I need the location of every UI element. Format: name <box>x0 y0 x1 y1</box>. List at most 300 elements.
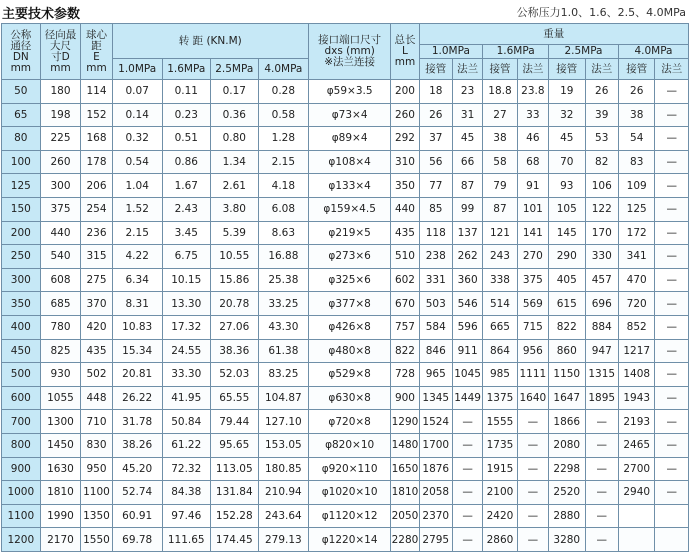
cell-torque-1-6: 0.23 <box>162 103 210 127</box>
cell-torque-1-6: 97.46 <box>162 504 210 528</box>
header-ball-line2: 距 <box>91 39 102 52</box>
cell-weight-flange-1-0: — <box>452 433 482 457</box>
cell-weight-pipe-1-6: 27 <box>483 103 517 127</box>
cell-torque-1-0: 31.78 <box>112 410 162 434</box>
cell-torque-4-0: 33.25 <box>258 292 308 316</box>
cell-torque-1-0: 10.83 <box>112 315 162 339</box>
cell-weight-pipe-4-0: 2700 <box>618 457 655 481</box>
cell-weight-flange-4-0: — <box>655 457 689 481</box>
cell-weight-pipe-1-0: 118 <box>419 221 452 245</box>
cell-torque-1-6: 2.43 <box>162 197 210 221</box>
cell-torque-1-0: 0.32 <box>112 127 162 151</box>
cell-weight-pipe-4-0: 2193 <box>618 410 655 434</box>
cell-weight-flange-1-0: 137 <box>452 221 482 245</box>
cell-ball-e: 710 <box>81 410 112 434</box>
cell-connection: φ920×110 <box>308 457 390 481</box>
table-row <box>2 127 689 151</box>
cell-weight-flange-2-5: 696 <box>585 292 618 316</box>
cell-weight-pipe-1-0: 1876 <box>419 457 452 481</box>
cell-connection: φ630×8 <box>308 386 390 410</box>
cell-ball-e: 950 <box>81 457 112 481</box>
cell-weight-pipe-1-0: 846 <box>419 339 452 363</box>
cell-weight-pipe-4-0: 1217 <box>618 339 655 363</box>
cell-torque-1-6: 61.22 <box>162 433 210 457</box>
cell-length: 1480 <box>391 433 419 457</box>
table-row <box>2 386 689 410</box>
cell-weight-flange-1-6: 33 <box>517 103 548 127</box>
cell-dn: 900 <box>2 457 41 481</box>
cell-weight-flange-2-5: — <box>585 504 618 528</box>
cell-weight-pipe-2-5: 860 <box>549 339 586 363</box>
header-ball-line1: 球心 <box>85 28 107 41</box>
header-connection-line2: dxs (mm) <box>324 45 375 57</box>
header-dn-line1: 公称 <box>10 28 32 41</box>
cell-radial-d: 300 <box>40 174 81 198</box>
cell-length: 310 <box>391 150 419 174</box>
header-weight-p1: 1.0MPa <box>419 45 483 59</box>
cell-weight-flange-2-5: — <box>585 410 618 434</box>
cell-connection: φ89×4 <box>308 127 390 151</box>
cell-weight-flange-2-5: — <box>585 433 618 457</box>
cell-torque-4-0: 153.05 <box>258 433 308 457</box>
cell-length: 900 <box>391 386 419 410</box>
cell-weight-pipe-1-6: 79 <box>483 174 517 198</box>
cell-weight-pipe-2-5: 19 <box>549 80 586 104</box>
cell-torque-2-5: 38.36 <box>210 339 258 363</box>
header-weight-p3: 2.5MPa <box>549 45 619 59</box>
header-flange-p1: 法兰 <box>452 59 482 80</box>
cell-weight-flange-4-0: — <box>655 481 689 505</box>
cell-torque-4-0: 180.85 <box>258 457 308 481</box>
cell-torque-4-0: 4.18 <box>258 174 308 198</box>
cell-weight-flange-1-6: — <box>517 481 548 505</box>
cell-length: 602 <box>391 268 419 292</box>
cell-ball-e: 114 <box>81 80 112 104</box>
table-row <box>2 245 689 269</box>
cell-torque-2-5: 15.86 <box>210 268 258 292</box>
cell-weight-flange-1-0: 360 <box>452 268 482 292</box>
cell-torque-1-6: 41.95 <box>162 386 210 410</box>
cell-dn: 800 <box>2 433 41 457</box>
cell-weight-pipe-1-0: 965 <box>419 363 452 387</box>
cell-weight-pipe-2-5: 45 <box>549 127 586 151</box>
cell-connection: φ59×3.5 <box>308 80 390 104</box>
cell-torque-4-0: 127.10 <box>258 410 308 434</box>
cell-weight-pipe-2-5: 105 <box>549 197 586 221</box>
header-radial-line4: mm <box>50 61 71 74</box>
cell-weight-flange-2-5: 170 <box>585 221 618 245</box>
cell-weight-pipe-1-0: 238 <box>419 245 452 269</box>
cell-dn: 200 <box>2 221 41 245</box>
cell-weight-flange-4-0: — <box>655 315 689 339</box>
cell-connection: φ159×4.5 <box>308 197 390 221</box>
cell-weight-pipe-4-0 <box>618 528 655 552</box>
cell-radial-d: 375 <box>40 197 81 221</box>
cell-ball-e: 315 <box>81 245 112 269</box>
cell-radial-d: 440 <box>40 221 81 245</box>
cell-dn: 80 <box>2 127 41 151</box>
cell-weight-pipe-2-5: 2520 <box>549 481 586 505</box>
cell-ball-e: 370 <box>81 292 112 316</box>
cell-weight-flange-2-5: — <box>585 481 618 505</box>
cell-radial-d: 180 <box>40 80 81 104</box>
cell-radial-d: 1990 <box>40 504 81 528</box>
cell-torque-1-0: 52.74 <box>112 481 162 505</box>
cell-weight-flange-1-6: 101 <box>517 197 548 221</box>
cell-weight-pipe-1-6: 87 <box>483 197 517 221</box>
cell-weight-flange-1-6: 569 <box>517 292 548 316</box>
cell-torque-1-0: 2.15 <box>112 221 162 245</box>
cell-weight-flange-1-0: — <box>452 528 482 552</box>
cell-radial-d: 608 <box>40 268 81 292</box>
cell-weight-flange-2-5: — <box>585 457 618 481</box>
cell-length: 1650 <box>391 457 419 481</box>
cell-length: 510 <box>391 245 419 269</box>
cell-weight-pipe-1-6: 1735 <box>483 433 517 457</box>
cell-weight-pipe-4-0: 26 <box>618 80 655 104</box>
cell-ball-e: 236 <box>81 221 112 245</box>
table-row <box>2 221 689 245</box>
cell-length: 2280 <box>391 528 419 552</box>
cell-length: 2050 <box>391 504 419 528</box>
cell-length: 292 <box>391 127 419 151</box>
cell-dn: 1100 <box>2 504 41 528</box>
cell-torque-1-6: 17.32 <box>162 315 210 339</box>
cell-weight-pipe-1-0: 85 <box>419 197 452 221</box>
cell-weight-pipe-1-0: 26 <box>419 103 452 127</box>
cell-weight-pipe-1-0: 1700 <box>419 433 452 457</box>
cell-weight-pipe-2-5: 2080 <box>549 433 586 457</box>
cell-torque-1-0: 60.91 <box>112 504 162 528</box>
cell-torque-1-0: 26.22 <box>112 386 162 410</box>
cell-connection: φ219×5 <box>308 221 390 245</box>
cell-weight-pipe-4-0: 109 <box>618 174 655 198</box>
cell-torque-2-5: 27.06 <box>210 315 258 339</box>
cell-weight-pipe-4-0: 2940 <box>618 481 655 505</box>
cell-torque-1-0: 0.14 <box>112 103 162 127</box>
header-length <box>391 24 419 80</box>
cell-torque-1-6: 50.84 <box>162 410 210 434</box>
header-radial-line3: 寸D <box>51 50 70 63</box>
header-dn-line3: DN <box>12 50 29 63</box>
cell-weight-pipe-4-0: 1408 <box>618 363 655 387</box>
cell-weight-flange-4-0: — <box>655 386 689 410</box>
cell-torque-4-0: 279.13 <box>258 528 308 552</box>
cell-weight-pipe-4-0: 38 <box>618 103 655 127</box>
cell-dn: 100 <box>2 150 41 174</box>
cell-connection: φ108×4 <box>308 150 390 174</box>
cell-weight-pipe-1-6: 985 <box>483 363 517 387</box>
cell-weight-pipe-4-0: 720 <box>618 292 655 316</box>
cell-weight-pipe-4-0: 172 <box>618 221 655 245</box>
header-connection-line3: ※法兰连接 <box>324 56 376 68</box>
cell-weight-pipe-1-6: 2420 <box>483 504 517 528</box>
cell-weight-pipe-1-6: 243 <box>483 245 517 269</box>
cell-weight-flange-2-5: 26 <box>585 80 618 104</box>
header-connection-line1: 接口端口尺寸 <box>318 34 382 46</box>
cell-dn: 350 <box>2 292 41 316</box>
cell-torque-1-6: 6.75 <box>162 245 210 269</box>
table-row <box>2 292 689 316</box>
cell-length: 260 <box>391 103 419 127</box>
cell-radial-d: 198 <box>40 103 81 127</box>
header-pipe-p4: 接管 <box>618 59 655 80</box>
cell-torque-2-5: 152.28 <box>210 504 258 528</box>
cell-torque-1-0: 8.31 <box>112 292 162 316</box>
cell-weight-pipe-4-0: 125 <box>618 197 655 221</box>
cell-weight-flange-2-5: 82 <box>585 150 618 174</box>
cell-ball-e: 275 <box>81 268 112 292</box>
cell-weight-pipe-4-0: 2465 <box>618 433 655 457</box>
cell-length: 200 <box>391 80 419 104</box>
header-pipe-p1: 接管 <box>419 59 452 80</box>
cell-weight-pipe-4-0: 83 <box>618 150 655 174</box>
table-row <box>2 457 689 481</box>
cell-weight-flange-4-0 <box>655 528 689 552</box>
cell-weight-flange-4-0: — <box>655 103 689 127</box>
cell-torque-1-0: 20.81 <box>112 363 162 387</box>
cell-weight-pipe-1-0: 503 <box>419 292 452 316</box>
cell-connection: φ133×4 <box>308 174 390 198</box>
header-radial-line2: 大尺 <box>49 39 71 52</box>
cell-radial-d: 225 <box>40 127 81 151</box>
cell-torque-1-0: 1.52 <box>112 197 162 221</box>
cell-torque-1-6: 1.67 <box>162 174 210 198</box>
cell-weight-pipe-2-5: 145 <box>549 221 586 245</box>
cell-radial-d: 2170 <box>40 528 81 552</box>
cell-weight-flange-4-0: — <box>655 292 689 316</box>
cell-torque-4-0: 16.88 <box>258 245 308 269</box>
header-dn-line4: mm <box>10 61 32 74</box>
cell-ball-e: 1100 <box>81 481 112 505</box>
cell-weight-flange-2-5: 947 <box>585 339 618 363</box>
cell-dn: 1000 <box>2 481 41 505</box>
cell-weight-flange-1-0: 596 <box>452 315 482 339</box>
cell-weight-pipe-1-6: 1375 <box>483 386 517 410</box>
cell-radial-d: 930 <box>40 363 81 387</box>
cell-weight-pipe-1-0: 2795 <box>419 528 452 552</box>
cell-dn: 250 <box>2 245 41 269</box>
cell-radial-d: 260 <box>40 150 81 174</box>
table-row <box>2 103 689 127</box>
cell-weight-flange-1-6: 270 <box>517 245 548 269</box>
cell-weight-flange-1-6: 1640 <box>517 386 548 410</box>
cell-radial-d: 1630 <box>40 457 81 481</box>
cell-weight-flange-2-5: 106 <box>585 174 618 198</box>
cell-ball-e: 420 <box>81 315 112 339</box>
cell-weight-flange-1-6: — <box>517 528 548 552</box>
spec-table-body <box>2 80 689 552</box>
cell-weight-pipe-1-6: 2860 <box>483 528 517 552</box>
cell-torque-2-5: 131.84 <box>210 481 258 505</box>
header-length-line2: L <box>402 45 408 57</box>
cell-weight-pipe-4-0: 852 <box>618 315 655 339</box>
table-row <box>2 268 689 292</box>
cell-weight-flange-1-6: — <box>517 504 548 528</box>
cell-dn: 700 <box>2 410 41 434</box>
cell-weight-flange-1-6: 23.8 <box>517 80 548 104</box>
cell-ball-e: 1550 <box>81 528 112 552</box>
header-pipe-p2: 接管 <box>483 59 517 80</box>
cell-weight-pipe-1-6: 338 <box>483 268 517 292</box>
cell-weight-pipe-1-6: 58 <box>483 150 517 174</box>
cell-weight-flange-1-0: 262 <box>452 245 482 269</box>
cell-weight-pipe-4-0: 54 <box>618 127 655 151</box>
cell-weight-flange-2-5: 1315 <box>585 363 618 387</box>
cell-weight-pipe-1-0: 331 <box>419 268 452 292</box>
cell-ball-e: 168 <box>81 127 112 151</box>
cell-weight-flange-2-5: 884 <box>585 315 618 339</box>
cell-weight-pipe-4-0: 470 <box>618 268 655 292</box>
pressure-note: 公称压力1.0、1.6、2.5、4.0MPa <box>516 6 686 19</box>
header-flange-p3: 法兰 <box>585 59 618 80</box>
cell-length: 1290 <box>391 410 419 434</box>
cell-weight-pipe-1-6: 38 <box>483 127 517 151</box>
cell-weight-flange-1-6: 956 <box>517 339 548 363</box>
cell-weight-flange-1-0: — <box>452 481 482 505</box>
cell-length: 670 <box>391 292 419 316</box>
cell-torque-2-5: 174.45 <box>210 528 258 552</box>
cell-connection: φ273×6 <box>308 245 390 269</box>
cell-ball-e: 206 <box>81 174 112 198</box>
cell-weight-pipe-1-6: 1915 <box>483 457 517 481</box>
cell-weight-flange-2-5: 39 <box>585 103 618 127</box>
cell-torque-2-5: 20.78 <box>210 292 258 316</box>
cell-weight-flange-1-0: 45 <box>452 127 482 151</box>
cell-weight-pipe-4-0 <box>618 504 655 528</box>
cell-torque-4-0: 61.38 <box>258 339 308 363</box>
cell-torque-2-5: 1.34 <box>210 150 258 174</box>
cell-weight-flange-4-0: — <box>655 363 689 387</box>
header-radial <box>40 24 81 80</box>
cell-torque-1-0: 69.78 <box>112 528 162 552</box>
cell-weight-flange-4-0: — <box>655 339 689 363</box>
cell-weight-flange-4-0: — <box>655 150 689 174</box>
cell-weight-flange-1-0: — <box>452 504 482 528</box>
cell-torque-1-0: 45.20 <box>112 457 162 481</box>
cell-torque-2-5: 2.61 <box>210 174 258 198</box>
cell-weight-pipe-1-0: 1524 <box>419 410 452 434</box>
header-length-line3: mm <box>394 56 416 68</box>
cell-radial-d: 780 <box>40 315 81 339</box>
cell-weight-pipe-2-5: 822 <box>549 315 586 339</box>
cell-weight-flange-4-0: — <box>655 433 689 457</box>
cell-torque-1-6: 111.65 <box>162 528 210 552</box>
cell-weight-flange-1-0: 66 <box>452 150 482 174</box>
cell-ball-e: 152 <box>81 103 112 127</box>
header-dn-line2: 通径 <box>10 39 32 52</box>
cell-weight-flange-1-6: — <box>517 457 548 481</box>
cell-weight-flange-4-0: — <box>655 197 689 221</box>
cell-torque-1-0: 0.07 <box>112 80 162 104</box>
cell-weight-pipe-1-6: 514 <box>483 292 517 316</box>
table-row <box>2 504 689 528</box>
cell-torque-4-0: 2.15 <box>258 150 308 174</box>
cell-torque-1-6: 10.15 <box>162 268 210 292</box>
cell-weight-flange-1-0: 87 <box>452 174 482 198</box>
header-torque: 转 距 (KN.M) <box>112 24 308 59</box>
cell-dn: 450 <box>2 339 41 363</box>
cell-weight-pipe-2-5: 2880 <box>549 504 586 528</box>
table-row <box>2 197 689 221</box>
cell-connection: φ1020×10 <box>308 481 390 505</box>
cell-weight-pipe-1-0: 584 <box>419 315 452 339</box>
cell-length: 822 <box>391 339 419 363</box>
header-bar <box>0 0 690 22</box>
cell-torque-2-5: 10.55 <box>210 245 258 269</box>
cell-connection: φ73×4 <box>308 103 390 127</box>
cell-connection: φ720×8 <box>308 410 390 434</box>
cell-ball-e: 448 <box>81 386 112 410</box>
cell-weight-flange-4-0: — <box>655 410 689 434</box>
cell-torque-2-5: 0.36 <box>210 103 258 127</box>
cell-torque-1-6: 84.38 <box>162 481 210 505</box>
table-row <box>2 528 689 552</box>
cell-ball-e: 502 <box>81 363 112 387</box>
cell-weight-pipe-2-5: 290 <box>549 245 586 269</box>
cell-weight-pipe-1-0: 18 <box>419 80 452 104</box>
cell-weight-flange-1-0: 31 <box>452 103 482 127</box>
header-length-line1: 总长 <box>394 34 416 46</box>
cell-weight-flange-1-0: — <box>452 457 482 481</box>
cell-weight-pipe-2-5: 615 <box>549 292 586 316</box>
cell-torque-4-0: 0.28 <box>258 80 308 104</box>
cell-weight-pipe-2-5: 405 <box>549 268 586 292</box>
cell-torque-4-0: 243.64 <box>258 504 308 528</box>
cell-weight-pipe-1-0: 1345 <box>419 386 452 410</box>
cell-torque-1-0: 4.22 <box>112 245 162 269</box>
cell-radial-d: 540 <box>40 245 81 269</box>
cell-dn: 600 <box>2 386 41 410</box>
cell-dn: 150 <box>2 197 41 221</box>
cell-torque-4-0: 25.38 <box>258 268 308 292</box>
cell-torque-1-6: 3.45 <box>162 221 210 245</box>
table-row <box>2 80 689 104</box>
cell-dn: 500 <box>2 363 41 387</box>
header-ball-line4: mm <box>86 61 107 74</box>
cell-connection: φ377×8 <box>308 292 390 316</box>
cell-connection: φ1120×12 <box>308 504 390 528</box>
cell-radial-d: 1055 <box>40 386 81 410</box>
header-dn <box>2 24 41 80</box>
cell-weight-pipe-2-5: 1647 <box>549 386 586 410</box>
table-row <box>2 315 689 339</box>
cell-weight-pipe-4-0: 1943 <box>618 386 655 410</box>
cell-weight-pipe-1-6: 1555 <box>483 410 517 434</box>
cell-radial-d: 1810 <box>40 481 81 505</box>
table-row <box>2 410 689 434</box>
cell-weight-pipe-1-0: 56 <box>419 150 452 174</box>
cell-radial-d: 1300 <box>40 410 81 434</box>
cell-weight-pipe-2-5: 1150 <box>549 363 586 387</box>
cell-ball-e: 1350 <box>81 504 112 528</box>
cell-connection: φ480×8 <box>308 339 390 363</box>
cell-length: 440 <box>391 197 419 221</box>
cell-weight-pipe-1-6: 18.8 <box>483 80 517 104</box>
cell-radial-d: 685 <box>40 292 81 316</box>
cell-weight-flange-2-5: 457 <box>585 268 618 292</box>
cell-torque-2-5: 0.17 <box>210 80 258 104</box>
cell-weight-flange-1-0: 1449 <box>452 386 482 410</box>
cell-weight-flange-1-0: 99 <box>452 197 482 221</box>
cell-torque-2-5: 0.80 <box>210 127 258 151</box>
cell-weight-pipe-2-5: 32 <box>549 103 586 127</box>
cell-torque-2-5: 65.55 <box>210 386 258 410</box>
cell-weight-flange-2-5: 122 <box>585 197 618 221</box>
cell-connection: φ325×6 <box>308 268 390 292</box>
cell-weight-pipe-2-5: 70 <box>549 150 586 174</box>
cell-ball-e: 254 <box>81 197 112 221</box>
